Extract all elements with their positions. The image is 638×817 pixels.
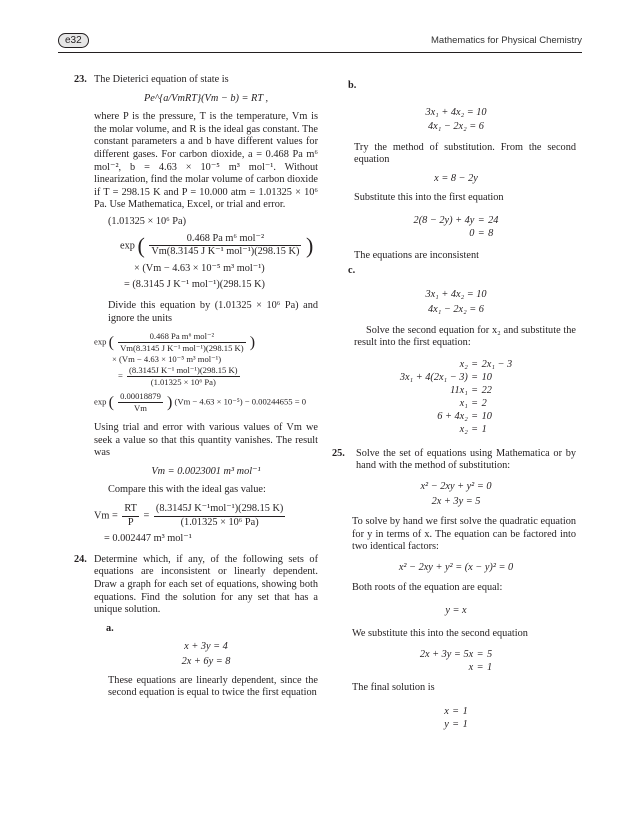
problem-23-intro: The Dieterici equation of state is [94, 74, 229, 85]
part-c-steps [398, 358, 514, 436]
ideal-f1-denominator: P [127, 516, 134, 528]
p25-y-equals-x: y = x [445, 605, 467, 617]
eq3-line [94, 391, 318, 414]
p25-final-text: The final solution is [352, 682, 435, 694]
c-s5-lhs: x₂ [459, 423, 468, 435]
running-title: Mathematics for Physical Chemistry [431, 35, 582, 46]
eq2-numerator: 0.468 Pa m⁶ mol⁻² [118, 331, 246, 343]
p25-s1-lhs: 2x + 3y = 5x [419, 649, 474, 661]
eq3-open-paren: ( [108, 394, 114, 412]
eq3-tail: (Vm − 4.63 × 10⁻⁵) − 0.00244655 = 0 [174, 396, 307, 407]
part-a-label: a. [106, 622, 114, 634]
page-number: e32 [58, 33, 89, 48]
c-s0-lhs: x₂ [459, 358, 468, 370]
problem-25 [332, 447, 576, 473]
c-s1-rhs: 10 [481, 371, 492, 383]
c-s0-op: = [471, 358, 478, 370]
eq1-line1: (1.01325 × 10⁶ Pa) [108, 215, 187, 227]
c-s2-rhs: 22 [481, 384, 492, 396]
c-s1-lhs: 3x₁ + 4(2x₁ − 3) [399, 371, 468, 383]
ideal-gas-equation [94, 503, 318, 529]
eq1-exp: exp [120, 239, 135, 251]
ideal-f1-numerator: RT [122, 503, 139, 517]
eq1-line4: = (8.3145 J K⁻¹ mol⁻¹)(298.15 K) [124, 279, 265, 291]
c-s5-op: = [471, 423, 478, 435]
p25-f2-op: = [452, 718, 459, 730]
eq2-equals: = [118, 370, 123, 381]
part-b-r1-op: = [478, 215, 485, 227]
part-a-eq2: 2x + 6y = 8 [181, 656, 231, 667]
problem-24-number: 24. [74, 553, 87, 565]
p25-eq1: x² − 2xy + y² = 0 [420, 480, 492, 492]
part-b-subst-text: Substitute this into the first equation [354, 191, 504, 203]
p25-subst-steps [418, 648, 494, 674]
p25-s1-rhs: 5 [487, 649, 493, 661]
divide-text: Divide this equation by (1.01325 × 10⁶ Pa) and ignore the units [108, 299, 318, 324]
part-c-step-row [398, 410, 514, 423]
trial-text: Using trial and error with various values of Vm we seek a value so that this quantity vanishes. The result was [94, 422, 318, 459]
c-s2-lhs: 11x₁ [450, 384, 468, 396]
c-s4-lhs: 6 + 4x₂ [437, 410, 468, 422]
p25-f1-rhs: 1 [462, 705, 468, 717]
eq1-line3: × (Vm − 4.63 × 10⁻⁵ m³ mol⁻¹) [134, 262, 265, 274]
c-s5-rhs: 1 [481, 423, 487, 435]
eq1-denominator: Vm(8.3145 J K⁻¹ mol⁻¹)(298.15 K) [151, 246, 300, 258]
ideal-result: = 0.002447 m³ mol⁻¹ [104, 533, 192, 545]
ideal-lhs: Vm = [94, 510, 118, 522]
eq3-numerator: 0.00018879 [120, 391, 161, 402]
ideal-fraction-1 [122, 503, 139, 529]
part-a-text: These equations are linearly dependent, since the second equation is equal to twice the first equation [108, 674, 318, 699]
part-b-sub: x = 8 − 2y [434, 172, 478, 184]
c-s2-op: = [471, 384, 478, 396]
left-column [74, 74, 318, 706]
ideal-f2-numerator: (8.3145J K⁻¹mol⁻¹)(298.15 K) [154, 503, 285, 517]
p25-s2-lhs: x [468, 662, 474, 674]
p25-f2-lhs: y [444, 718, 449, 730]
p25-final-solution [442, 705, 470, 731]
ideal-equals: = [143, 510, 150, 522]
dieterici-equation: Pe^{a/VmRT}(Vm − b) = RT , [143, 92, 269, 104]
p25-f1-op: = [452, 705, 459, 717]
problem-24-body: Determine which, if any, of the following sets of equations are inconsistent or linearly dependent. Draw a graph for each set of equations, showing both equations. Find the solution for any set that has a unique solution. [94, 553, 318, 616]
p25-f2-rhs: 1 [462, 718, 468, 730]
part-b-r2-op: = [478, 228, 485, 240]
part-a-eq1: x + 3y = 4 [184, 641, 228, 653]
part-b-r2-lhs: 0 [469, 228, 475, 240]
eq1-fraction [149, 233, 301, 259]
result-equation: Vm = 0.0023001 m³ mol⁻¹ [151, 465, 261, 477]
part-b-r1-lhs: 2(8 − 2y) + 4y [413, 215, 475, 227]
eq1-line2 [94, 233, 318, 259]
p25-step-row [418, 648, 494, 661]
p25-subst-text: We substitute this into the second equation [352, 627, 528, 639]
part-b-step-row [412, 214, 501, 227]
p25-s1-op: = [477, 649, 483, 661]
p25-final-row [442, 718, 470, 731]
problem-23-body: where P is the pressure, T is the temperature, Vm is the molar volume, and R is the ideal gas constant. The constant parameters a and b have different values for different gases. For carbon dioxide, a = 0.468 Pa m⁶ mol⁻², b = 4.63 × 10⁻⁵ m³ mol⁻¹. Without linearization, find the molar volume of carbon dioxide if T = 298.15 K and P = 10.000 atm = 1.01325 × 10⁶ Pa. Use Mathematica, Excel, or trial and error. [94, 111, 318, 211]
c-s4-op: = [471, 410, 478, 422]
eq2-line1 [94, 331, 318, 354]
part-b-eq1: 3x₁ + 4x₂ = 10 [425, 106, 487, 118]
p25-s2-rhs: 1 [487, 662, 493, 674]
p25-s2-op: = [477, 662, 483, 674]
c-s3-lhs: x₁ [459, 397, 468, 409]
eq2-rhs-denominator: (1.01325 × 10⁶ Pa) [150, 377, 216, 388]
eq3-fraction [118, 391, 163, 414]
c-s4-rhs: 10 [481, 410, 492, 422]
part-b-label: b. [348, 80, 357, 91]
eq2-fraction [118, 331, 246, 354]
p25-f1-lhs: x [444, 705, 449, 717]
p25-final-row [442, 705, 470, 718]
c-s3-rhs: 2 [481, 397, 487, 409]
part-b-r1-rhs: 24 [488, 215, 499, 227]
problem-23 [74, 74, 318, 546]
p25-roots-text: Both roots of the equation are equal: [352, 582, 503, 594]
p25-eq2: 2x + 3y = 5 [431, 495, 481, 507]
c-s1-op: = [471, 371, 478, 383]
part-c-label: c. [348, 264, 356, 276]
part-c-eq1: 3x₁ + 4x₂ = 10 [425, 289, 487, 301]
part-c-step-row [398, 384, 514, 397]
part-c-step-row [398, 423, 514, 436]
page-header [58, 30, 582, 53]
ideal-f2-denominator: (1.01325 × 10⁶ Pa) [180, 516, 259, 528]
part-b-try: Try the method of substitution. From the second equation [354, 141, 576, 166]
p25-step-row [418, 661, 494, 674]
eq2-rhs-numerator: (8.3145J K⁻¹ mol⁻¹)(298.15 K) [129, 365, 238, 376]
eq1-numerator: 0.468 Pa m⁶ mol⁻² [149, 233, 301, 247]
eq2-open-paren: ( [108, 334, 114, 352]
part-b-step-row [412, 227, 501, 240]
part-b-steps [412, 214, 501, 240]
ideal-fraction-2 [154, 503, 285, 529]
eq2-exp: exp [94, 336, 107, 347]
problem-23-number: 23. [74, 74, 87, 85]
problem-25-body: Solve the set of equations using Mathematica or by hand with the method of substitution: [356, 447, 576, 472]
eq2-denominator: Vm(8.3145 J K⁻¹ mol⁻¹)(298.15 K) [120, 343, 244, 354]
eq3-denominator: Vm [134, 403, 147, 414]
p25-factored: x² − 2xy + y² = (x − y)² = 0 [398, 561, 514, 573]
part-c-step-row [398, 397, 514, 410]
part-b-r2-rhs: 8 [488, 228, 494, 240]
eq2-block [94, 331, 318, 414]
eq2-line3 [94, 365, 318, 388]
eq2-close-paren: ) [249, 334, 256, 352]
part-b-eq2: 4x₁ − 2x₂ = 6 [428, 121, 484, 133]
part-c-eq2: 4x₁ − 2x₂ = 6 [428, 303, 484, 315]
c-s3-op: = [471, 397, 478, 409]
part-b-inconsistent: The equations are inconsistent [354, 250, 479, 262]
eq2-line2: × (Vm − 4.63 × 10⁻⁵ m³ mol⁻¹) [112, 354, 222, 365]
eq1-close-paren: ) [305, 232, 314, 258]
part-c-step-row [398, 371, 514, 384]
p25-byhand: To solve by hand we first solve the quadratic equation for y in terms of x. The equation can be factored into two identical factors: [352, 516, 576, 553]
part-c-step-row [398, 358, 514, 371]
eq3-close-paren: ) [167, 394, 173, 412]
problem-25-number: 25. [332, 447, 345, 459]
eq3-exp: exp [94, 396, 107, 407]
part-c-solve: Solve the second equation for x₂ and substitute the result into the first equation: [354, 324, 576, 349]
c-s0-rhs: 2x₁ − 3 [481, 358, 513, 370]
problem-24 [74, 554, 318, 700]
eq2-rhs-fraction [127, 365, 240, 388]
compare-text: Compare this with the ideal gas value: [108, 484, 266, 496]
eq1-open-paren: ( [137, 232, 145, 258]
right-column [332, 74, 576, 736]
